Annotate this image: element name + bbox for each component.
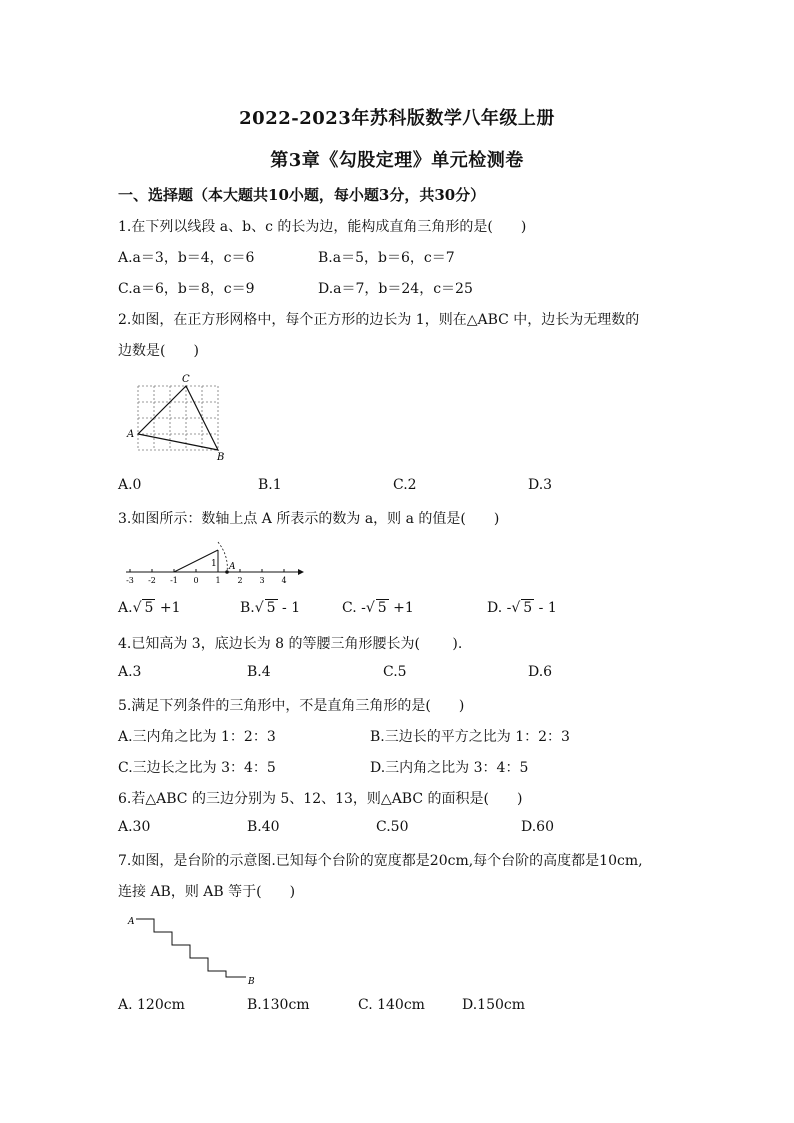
question-2-option-a: A.0: [118, 477, 142, 493]
question-3-option-d: D. -√ 5 - 1: [487, 600, 557, 616]
question-7-option-d: D.150cm: [462, 997, 526, 1013]
question-6-option-b: B.40: [247, 819, 280, 835]
question-7-stem-line1: 7.如图，是台阶的示意图.已知每个台阶的宽度都是20cm,每个台阶的高度都是10cm,: [118, 853, 643, 869]
height-label: 1: [211, 559, 217, 569]
question-6-option-d: D.60: [521, 819, 554, 835]
question-5-stem: 5.满足下列条件的三角形中，不是直角三角形的是( ): [118, 698, 465, 714]
tick-label: 4: [281, 576, 287, 585]
question-1-option-c: C.a＝6，b＝8，c＝9: [118, 281, 255, 297]
tick-label: -1: [170, 576, 178, 585]
question-3-option-a: A.√ 5 +1: [118, 600, 181, 616]
question-5-option-c: C.三边长之比为 3：4：5: [118, 760, 276, 776]
question-7-stem-line2: 连接 AB，则 AB 等于( ): [118, 884, 296, 900]
point-a-label: A: [229, 562, 236, 572]
question-1-stem: 1.在下列以线段 a、b、c 的长为边，能构成直角三角形的是( ): [118, 219, 527, 235]
section-heading: 一、选择题（本大题共10小题，每小题3分，共30分）: [118, 186, 486, 204]
sqrt-symbol: √ 5: [511, 600, 533, 616]
label-b: B: [248, 977, 255, 987]
question-3-option-b: B.√ 5 - 1: [240, 600, 301, 616]
question-2-option-c: C.2: [393, 477, 417, 493]
sqrt-symbol: √ 5: [365, 600, 387, 616]
label-c: C: [182, 374, 190, 385]
sqrt-symbol: √ 5: [254, 600, 276, 616]
question-7-option-b: B.130cm: [247, 997, 310, 1013]
question-5-option-b: B.三边长的平方之比为 1：2：3: [370, 729, 570, 745]
worksheet-title: 2022-2023年苏科版数学八年级上册: [239, 108, 555, 129]
question-2-option-b: B.1: [258, 477, 282, 493]
question-4-stem: 4.已知高为 3，底边长为 8 的等腰三角形腰长为( ).: [118, 636, 463, 652]
question-1-option-b: B.a＝5，b＝6，c＝7: [318, 250, 455, 266]
question-7-option-c: C. 140cm: [358, 997, 425, 1013]
question-7-option-a: A. 120cm: [118, 997, 185, 1013]
question-4-option-c: C.5: [383, 664, 407, 680]
question-3-option-c: C. -√ 5 +1: [342, 600, 414, 616]
staircase-steps: [136, 919, 246, 977]
staircase-figure: [124, 912, 264, 988]
question-3-stem: 3.如图所示：数轴上点 A 所表示的数为 a，则 a 的值是( ): [118, 511, 500, 527]
question-4-option-d: D.6: [528, 664, 553, 680]
question-4-option-b: B.4: [247, 664, 271, 680]
question-6-option-c: C.50: [376, 819, 409, 835]
question-5-option-a: A.三内角之比为 1：2：3: [118, 729, 276, 745]
question-2-option-d: D.3: [528, 477, 553, 493]
question-2-stem-line1: 2.如图，在正方形网格中，每个正方形的边长为 1，则在△ABC 中，边长为无理数的: [118, 312, 640, 328]
question-2-stem-line2: 边数是( ): [118, 343, 199, 359]
label-a: A: [128, 917, 135, 927]
question-1-option-a: A.a＝3，b＝4，c＝6: [118, 250, 255, 266]
number-line-figure: [120, 536, 304, 588]
tick-label: 1: [215, 576, 221, 585]
compass-arc: [218, 542, 227, 572]
question-5-option-d: D.三内角之比为 3：4：5: [370, 760, 529, 776]
tick-label: 2: [237, 576, 243, 585]
sqrt-symbol: √ 5: [132, 600, 154, 616]
chapter-title: 第3章《勾股定理》单元检测卷: [270, 150, 524, 171]
label-b: B: [217, 452, 225, 462]
question-1-option-d: D.a＝7，b＝24，c＝25: [318, 281, 473, 297]
tick-label: 3: [259, 576, 265, 585]
label-a: A: [127, 429, 135, 440]
tick-label: -3: [126, 576, 134, 585]
question-6-option-a: A.30: [118, 819, 151, 835]
tick-label: -2: [148, 576, 156, 585]
question-4-option-a: A.3: [118, 664, 142, 680]
question-6-stem: 6.若△ABC 的三边分别为 5、12、13，则△ABC 的面积是( ): [118, 791, 523, 807]
tick-label: 0: [193, 576, 199, 585]
grid-triangle-figure: [124, 372, 234, 462]
